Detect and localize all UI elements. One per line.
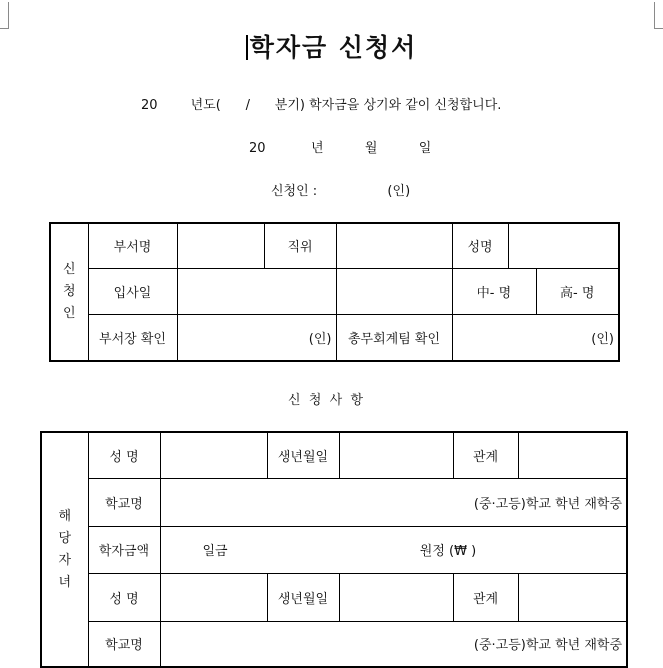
amount-prefix: 일금 [202,544,228,559]
title-text: 학자금 신청서 [249,33,418,62]
child2-name-label: 성 명 [88,573,160,621]
child1-birth-field[interactable] [339,432,453,478]
page-corner-mark-left [0,2,9,29]
applicant-table [49,222,620,362]
general-affairs-seal: (인) [452,314,619,361]
join-date-extra-field[interactable] [336,268,452,314]
join-date-field[interactable] [177,268,336,314]
child1-school-label: 학교명 [88,478,160,526]
text-cursor [246,35,248,60]
middle-school-count: 中- 명 [452,268,536,314]
child2-birth-label: 생년월일 [267,573,339,621]
children-table [40,431,628,668]
child2-name-field[interactable] [160,573,267,621]
page-corner-mark-right [654,2,663,29]
applicant-side-label: 신 청 인 [50,223,88,361]
section-heading: 신 청 사 항 [288,393,364,408]
position-label: 직위 [264,223,336,268]
dept-field[interactable] [177,223,264,268]
child2-relation-label: 관계 [453,573,518,621]
intro-line: 20 년도( / 분기) 학자금을 상기와 같이 신청합니다. [141,98,502,113]
dept-head-seal: (인) [177,314,336,361]
applicant-signature-line: 신청인 : (인) [271,184,411,199]
date-line: 20 년 월 일 [249,141,432,156]
children-side-label: 해 당 자 녀 [41,432,88,667]
child2-school-label: 학교명 [88,621,160,667]
child1-relation-label: 관계 [453,432,518,478]
general-affairs-confirm-label: 총무회계팀 확인 [336,314,452,361]
child1-name-field[interactable] [160,432,267,478]
child1-relation-field[interactable] [518,432,627,478]
child1-amount-field [160,526,627,573]
name-label: 성명 [452,223,508,268]
name-field[interactable] [508,223,619,268]
join-date-label: 입사일 [88,268,177,314]
dept-label: 부서명 [88,223,177,268]
high-school-count: 高- 명 [536,268,619,314]
position-field[interactable] [336,223,452,268]
child2-school-value: (중·고등)학교 학년 재학중 [160,621,627,667]
child1-amount-label: 학자금액 [88,526,160,573]
dept-head-confirm-label: 부서장 확인 [88,314,177,361]
child2-birth-field[interactable] [339,573,453,621]
amount-value: 원정 (₩ ) [419,544,477,559]
child1-school-value: (중·고등)학교 학년 재학중 [160,478,627,526]
document-title [0,28,663,64]
child2-relation-field[interactable] [518,573,627,621]
child1-name-label: 성 명 [88,432,160,478]
child1-birth-label: 생년월일 [267,432,339,478]
